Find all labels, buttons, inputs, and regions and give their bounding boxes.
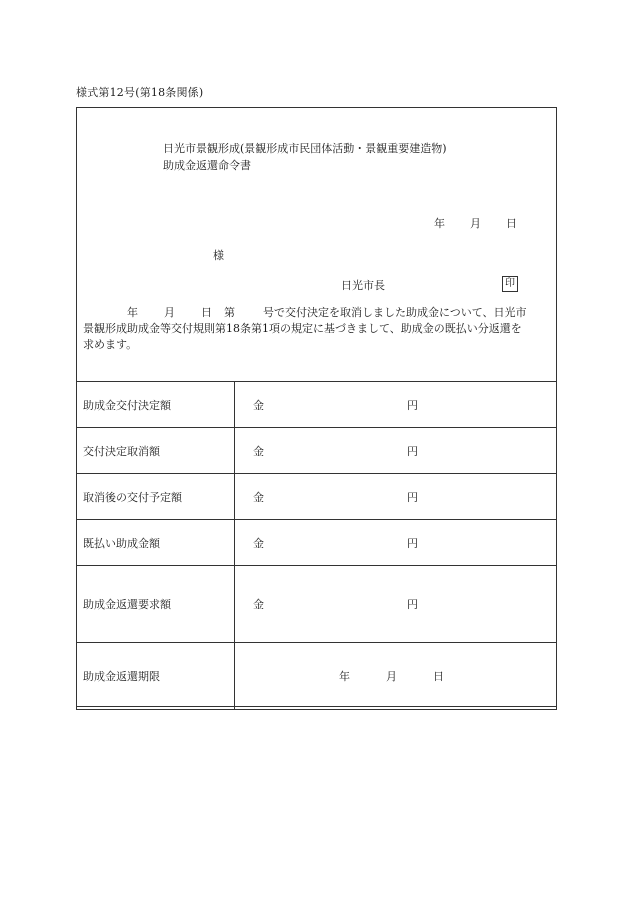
row-label: 交付決定取消額 [77, 428, 235, 474]
amount-unit: 円 [407, 444, 418, 458]
table-row [77, 566, 557, 643]
form-frame [76, 107, 557, 707]
amount-unit: 円 [407, 536, 418, 550]
amount-prefix: 金 [253, 444, 264, 458]
body-line-2: 景観形成助成金等交付規則第18条第1項の規定に基づきまして、助成金の既払い分返還を [83, 322, 522, 335]
amount-prefix: 金 [253, 598, 264, 611]
amount-prefix: 金 [253, 490, 264, 504]
body-month: 月 [164, 306, 175, 319]
table-row [77, 520, 557, 566]
table-row [77, 643, 557, 710]
body-paragraph [83, 305, 553, 353]
amount-field[interactable] [235, 382, 557, 428]
addressee-suffix: 様 [213, 249, 224, 262]
issue-date-year: 年 [434, 217, 445, 230]
table-row [77, 474, 557, 520]
deadline-day: 日 [433, 670, 444, 683]
body-line1-rest: 号で交付決定を取消しました助成金について、日光市 [263, 306, 527, 319]
amount-prefix: 金 [253, 398, 264, 412]
document-title-line2: 助成金返還命令書 [163, 159, 251, 172]
deadline-date-field[interactable] [235, 643, 557, 710]
issuer-name: 日光市長 [341, 279, 385, 292]
issue-date-day: 日 [506, 217, 517, 230]
body-day: 日 [201, 306, 212, 319]
document-title-line1: 日光市景観形成(景観形成市民団体活動・景観重要建造物) [163, 142, 447, 155]
body-dai: 第 [224, 306, 235, 319]
row-label: 取消後の交付予定額 [77, 474, 235, 520]
seal-stamp: 印 [502, 276, 518, 292]
amount-table [76, 381, 557, 710]
row-label: 既払い助成金額 [77, 520, 235, 566]
amount-unit: 円 [407, 598, 418, 611]
row-label: 助成金交付決定額 [77, 382, 235, 428]
form-number-label: 様式第12号(第18条関係) [76, 86, 204, 99]
body-year: 年 [127, 306, 138, 319]
amount-field[interactable] [235, 428, 557, 474]
row-label: 助成金返還要求額 [77, 566, 235, 643]
table-row [77, 428, 557, 474]
amount-field[interactable] [235, 474, 557, 520]
amount-unit: 円 [407, 490, 418, 504]
deadline-month: 月 [386, 670, 397, 683]
body-line-3: 求めます。 [83, 338, 138, 351]
issue-date-month: 月 [470, 217, 481, 230]
table-row [77, 382, 557, 428]
deadline-year: 年 [339, 670, 350, 683]
amount-unit: 円 [407, 398, 418, 412]
row-label: 助成金返還期限 [77, 643, 235, 710]
amount-prefix: 金 [253, 536, 264, 550]
body-line-1 [83, 305, 553, 321]
amount-field[interactable] [235, 520, 557, 566]
amount-field[interactable] [235, 566, 557, 643]
